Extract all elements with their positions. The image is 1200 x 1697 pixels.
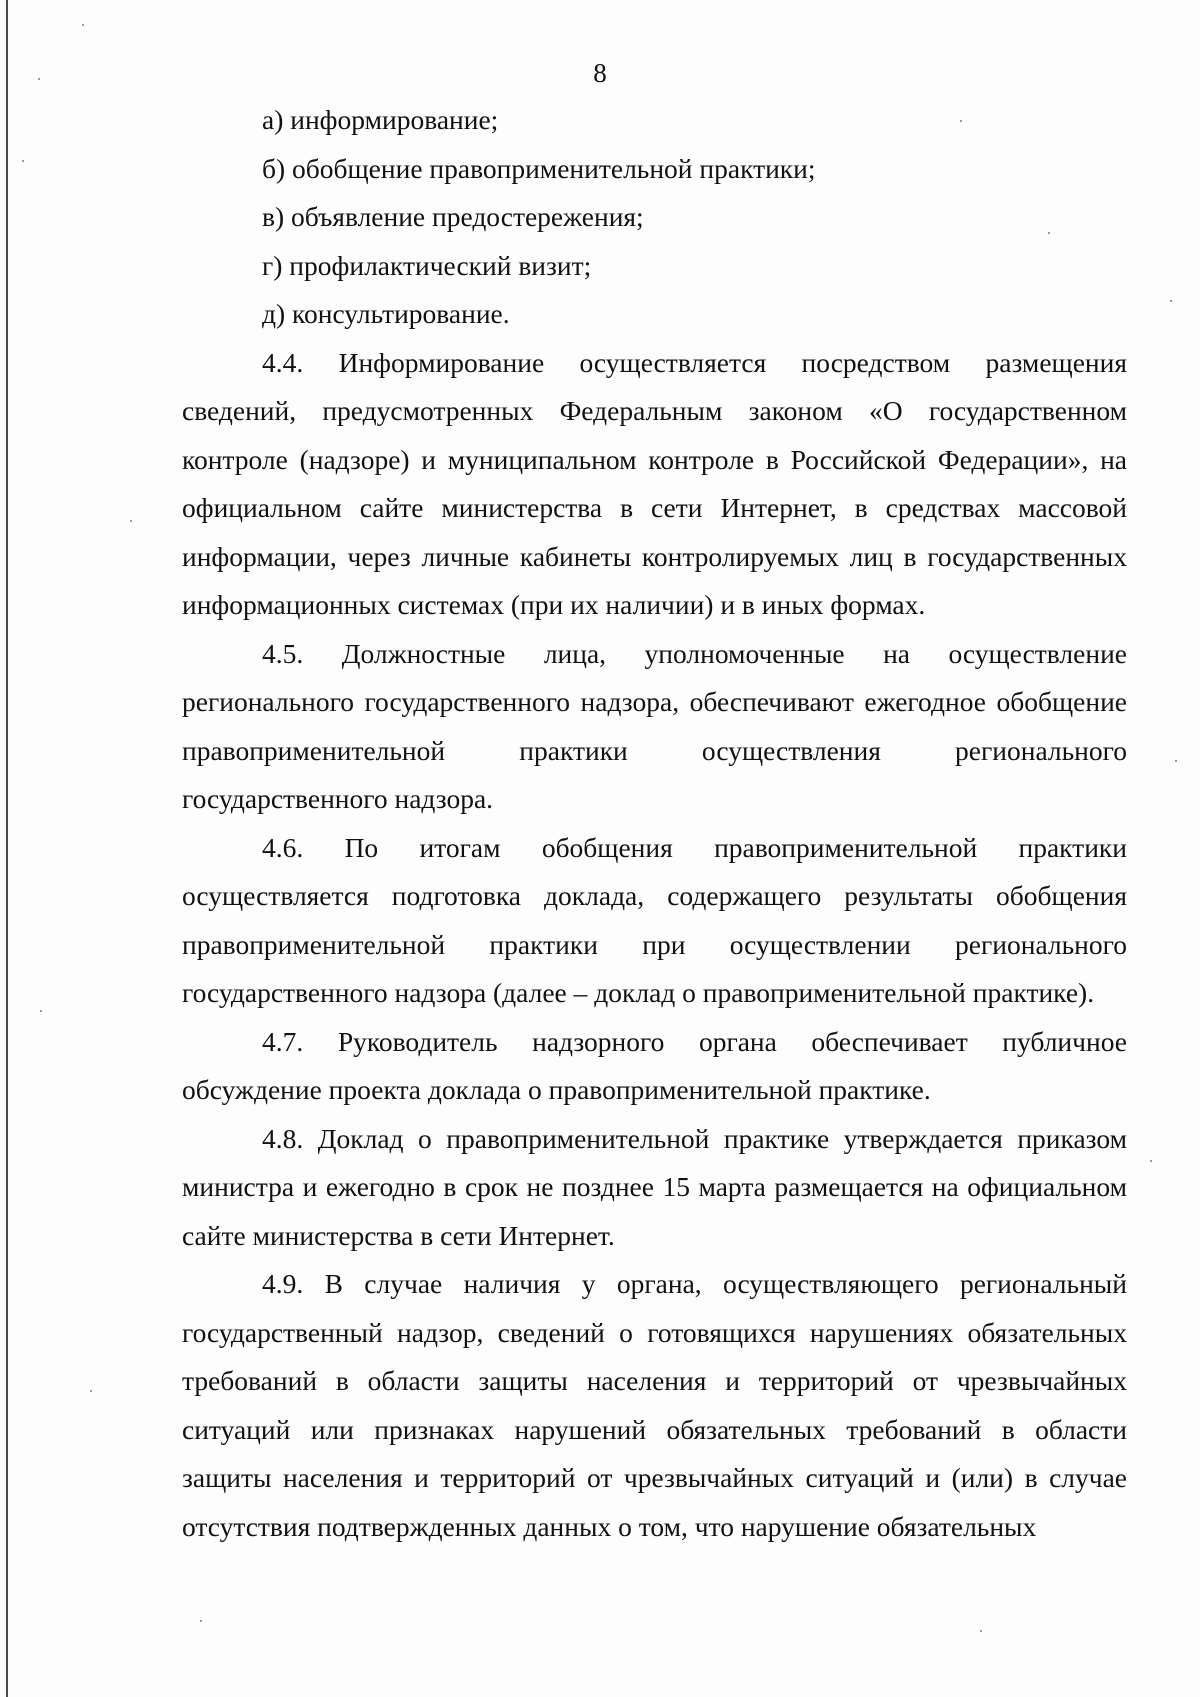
paragraph-4-4: 4.4. Информирование осуществляется посредством размещения сведений, предусмотренных Федеральным законом «О государственном контроле (надзоре) и муниципальном контроле в Российской Федерации», на официальном сайте министерства в сети Интернет, в средствах массовой информации, через личные кабинеты контролируемых лиц в государственных информационных системах (при их наличии) и в иных формах. (182, 346, 1127, 620)
scan-left-edge (6, 0, 8, 1697)
scan-speck (1150, 1160, 1152, 1162)
scan-speck (90, 1390, 92, 1392)
scan-speck (38, 78, 40, 80)
scan-speck (22, 160, 24, 162)
scan-speck (40, 1010, 42, 1012)
scan-speck (200, 1620, 202, 1622)
list-item-a: а) информирование; (262, 104, 499, 135)
list-item-v: в) объявление предостережения; (262, 201, 644, 232)
document-body (182, 96, 1127, 1551)
scan-speck (1175, 760, 1177, 762)
scan-speck (130, 520, 132, 522)
paragraph-4-9: 4.9. В случае наличия у органа, осуществляющего региональный государственный надзор, сведений о готовящихся нарушениях обязательных требований в области защиты населения и территорий от чрезвычайных ситуаций или признаках нарушений обязательных требований в области защиты населения и территорий от чрезвычайных ситуаций и (или) в случае отсутствия подтвержденных данных о том, что нарушение обязательных (182, 1268, 1127, 1542)
paragraph-4-6: 4.6. По итогам обобщения правоприменительной практики осуществляется подготовка доклада, содержащего результаты обобщения правоприменительной практики при осуществлении регионального государственного надзора (далее – доклад о правоприменительной практике). (182, 831, 1127, 1008)
page-number: 8 (593, 58, 607, 88)
scan-speck (960, 120, 962, 122)
paragraph-4-5: 4.5. Должностные лица, уполномоченные на осуществление регионального государственного надзора, обеспечивают ежегодное обобщение правоприменительной практики осуществления регионального государственного надзора. (182, 637, 1127, 814)
list-item-b: б) обобщение правоприменительной практики; (262, 152, 816, 184)
paragraph-4-8: 4.8. Доклад о правоприменительной практике утверждается приказом министра и ежегодно в срок не позднее 15 марта размещается на официальном сайте министерства в сети Интернет. (182, 1122, 1127, 1251)
list-item-d: д) консультирование. (262, 298, 510, 329)
scan-speck (82, 24, 84, 26)
scan-speck (980, 1630, 982, 1632)
paragraph-4-7: 4.7. Руководитель надзорного органа обеспечивает публичное обсуждение проекта доклада о правоприменительной практике. (182, 1025, 1127, 1105)
scan-speck (1048, 232, 1050, 234)
scan-speck (1170, 300, 1172, 302)
list-item-g: г) профилактический визит; (262, 249, 592, 281)
